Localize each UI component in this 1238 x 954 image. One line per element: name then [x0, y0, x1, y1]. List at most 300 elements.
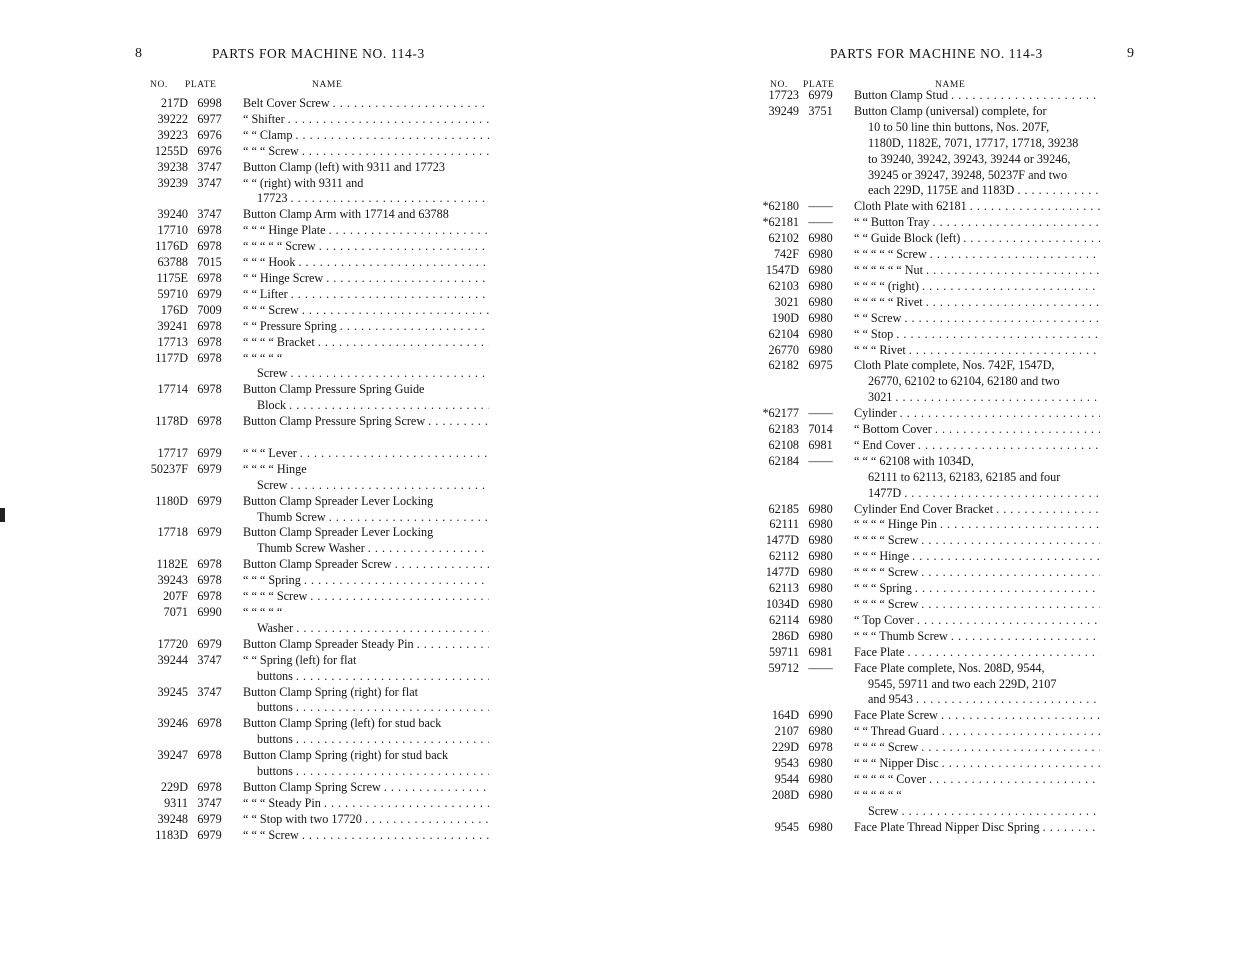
plate-number: 6980: [808, 549, 833, 564]
part-name-line: “ “ “ Nipper Disc: [854, 756, 939, 771]
part-name: [243, 382, 489, 414]
part-name: [854, 279, 1100, 295]
dot-leader: [940, 517, 1100, 533]
part-row: [138, 605, 489, 637]
part-number: 176D: [160, 302, 188, 317]
plate-number: 6979: [197, 636, 222, 651]
part-name: [243, 557, 489, 573]
part-row: [138, 144, 489, 160]
part-number: 7071: [163, 604, 188, 619]
part-number: 17714: [157, 382, 188, 397]
part-name-line: Button Clamp Spring (left) for stud back: [243, 716, 442, 731]
part-row: [749, 533, 1100, 549]
part-name-line: Belt Cover Screw: [243, 96, 330, 110]
plate-number: 6980: [808, 597, 833, 611]
part-number: 39238: [157, 159, 188, 174]
plate-number: 6980: [808, 533, 833, 548]
part-row: [138, 207, 489, 223]
part-row: [749, 104, 1100, 199]
part-name: [854, 247, 1100, 263]
part-number: 2107: [774, 724, 799, 739]
part-number: 62184: [768, 453, 799, 468]
part-name-line: 1477D: [868, 485, 902, 500]
part-name-line: 3021: [868, 390, 893, 405]
column-header-name: NAME: [312, 80, 343, 90]
plate-number: 6980: [808, 724, 833, 739]
part-name-line: Screw: [257, 366, 288, 381]
plate-number: 3747: [197, 207, 222, 222]
plate-number: 6980: [808, 278, 833, 293]
part-name: [243, 462, 489, 494]
plate-number: 6980: [808, 756, 833, 771]
column-header-plate: PLATE: [803, 80, 835, 90]
dot-leader: [326, 271, 489, 287]
part-name-line: “ “ “ Spring: [243, 573, 301, 588]
part-name-line: buttons: [257, 764, 293, 779]
part-name: [243, 828, 489, 844]
part-number: 39249: [768, 103, 799, 118]
part-name-line: “ “ Spring (left) for flat: [243, 652, 357, 667]
part-number: 17717: [157, 445, 188, 460]
part-row: [138, 239, 489, 255]
part-number: 59710: [157, 286, 188, 301]
part-number: 1477D: [765, 565, 799, 580]
part-name-line: “ “ “ Screw: [243, 143, 299, 158]
part-row: [138, 96, 489, 112]
part-name-line: Washer: [257, 620, 294, 635]
dot-leader: [930, 247, 1100, 263]
part-name: [243, 796, 489, 812]
part-name-line: “ “ Button Tray: [854, 215, 930, 230]
part-number: 62104: [768, 326, 799, 341]
part-number: 17718: [157, 525, 188, 540]
part-name-line: Button Clamp Spreader Steady Pin: [243, 636, 414, 651]
plate-number: 6975: [808, 358, 833, 373]
part-row: [138, 557, 489, 573]
part-name: [243, 160, 489, 176]
part-name: [243, 207, 489, 223]
part-row: [138, 223, 489, 239]
part-name: [243, 176, 489, 208]
dot-leader: [384, 780, 489, 796]
part-name-line: Face Plate complete, Nos. 208D, 9544,: [854, 660, 1045, 675]
plate-number: 7009: [197, 302, 222, 317]
plate-number: 6978: [808, 740, 833, 755]
part-row: [138, 128, 489, 144]
running-head: PARTS FOR MACHINE NO. 114-3: [830, 46, 1043, 61]
dot-leader: [921, 533, 1100, 549]
part-row: [138, 653, 489, 685]
part-name: [243, 812, 489, 828]
dot-leader: [300, 446, 489, 462]
plate-number: 6979: [197, 525, 222, 540]
plate-number: 6980: [808, 628, 833, 643]
dot-leader: [318, 335, 489, 351]
dot-leader: [918, 438, 1100, 454]
dot-leader: [915, 581, 1100, 597]
part-number: 207F: [162, 589, 188, 604]
part-row: [749, 438, 1100, 454]
plate-number: 6978: [197, 779, 222, 794]
dot-leader: [922, 279, 1100, 295]
part-name: [854, 788, 1100, 820]
part-number: 17710: [157, 223, 188, 238]
part-name-line: “ “ Hinge Screw: [243, 270, 324, 285]
part-name-line: Button Clamp Stud: [854, 88, 949, 102]
dot-leader: [951, 629, 1100, 645]
part-number: 17723: [768, 88, 799, 102]
part-row: [138, 828, 489, 844]
part-row: [749, 247, 1100, 263]
dot-leader: [904, 311, 1100, 327]
part-number: 1178D: [155, 414, 188, 429]
plate-number: 6981: [808, 644, 833, 659]
plate-number: 6980: [808, 517, 833, 532]
part-number: 39223: [157, 127, 188, 142]
dot-leader: [926, 263, 1100, 279]
plate-number: 6979: [197, 461, 222, 476]
part-name-line: “ “ “ Thumb Screw: [854, 628, 948, 643]
plate-number: 7015: [197, 255, 222, 270]
part-name: [854, 406, 1100, 422]
plate-number: 6980: [808, 819, 833, 834]
part-name: [854, 708, 1100, 724]
part-number: 39248: [157, 811, 188, 826]
plate-number: 3747: [197, 795, 222, 810]
dot-leader: [302, 303, 489, 319]
part-name-line: “ “ “ “ Bracket: [243, 334, 315, 349]
part-name: [854, 454, 1100, 502]
part-row: [749, 502, 1100, 518]
part-name-line: 10 to 50 line thin buttons, Nos. 207F,: [868, 119, 1050, 134]
part-row: [138, 414, 489, 430]
part-number: 286D: [771, 628, 799, 643]
part-row: [138, 287, 489, 303]
part-row: [749, 454, 1100, 502]
part-name-line: Face Plate: [854, 644, 905, 659]
part-name: [854, 549, 1100, 565]
part-number: 62114: [768, 612, 799, 627]
part-name-line: “ “ “ “ Hinge: [243, 461, 307, 476]
dot-leader: [900, 406, 1100, 422]
part-name-line: Face Plate Screw: [854, 708, 938, 723]
dot-leader: [289, 398, 489, 414]
dot-leader: [909, 343, 1100, 359]
dot-leader: [296, 764, 489, 780]
part-name: [854, 724, 1100, 740]
part-row: [749, 724, 1100, 740]
part-name: [243, 335, 489, 351]
part-name: [854, 358, 1100, 406]
part-row: [749, 215, 1100, 231]
part-name: [243, 112, 489, 128]
part-row: [749, 740, 1100, 756]
part-number: 39240: [157, 207, 188, 222]
part-name: [854, 88, 1100, 104]
dot-leader: [917, 613, 1100, 629]
part-name-line: buttons: [257, 700, 293, 715]
plate-number: 3747: [197, 652, 222, 667]
part-name: [243, 525, 489, 557]
part-number: 62108: [768, 437, 799, 452]
plate-number: 6978: [197, 748, 222, 763]
part-name: [854, 327, 1100, 343]
page-number: 9: [1127, 46, 1134, 61]
dot-leader: [290, 191, 489, 207]
part-row: [138, 351, 489, 383]
part-name-line: to 39240, 39242, 39243, 39244 or 39246,: [868, 151, 1071, 166]
part-number: 1177D: [155, 350, 188, 365]
part-name-line: “ Top Cover: [854, 612, 914, 627]
part-name-line: Button Clamp Spreader Lever Locking: [243, 525, 434, 540]
dot-leader: [921, 740, 1100, 756]
dot-leader: [324, 796, 489, 812]
part-name-line: “ “ “ “ “ Screw: [243, 239, 316, 254]
part-number: 742F: [773, 247, 799, 262]
part-row: [749, 772, 1100, 788]
dot-leader: [907, 645, 1100, 661]
part-name: [854, 756, 1100, 772]
scan-edge-mark: [0, 508, 5, 522]
part-number: 26770: [768, 342, 799, 357]
part-name: [854, 502, 1100, 518]
plate-number: 6977: [197, 111, 222, 126]
part-name-line: 39245 or 39247, 39248, 50237F and two: [868, 167, 1068, 182]
plate-number: 6990: [197, 604, 222, 619]
part-name: [243, 748, 489, 780]
running-head: PARTS FOR MACHINE NO. 114-3: [212, 46, 425, 61]
plate-number: 6980: [808, 262, 833, 277]
part-name-line: “ “ “ Screw: [243, 302, 299, 317]
part-name: [854, 438, 1100, 454]
part-row: [138, 112, 489, 128]
part-name-line: “ “ “ “ “: [243, 350, 283, 365]
dot-leader: [302, 144, 489, 160]
part-name-line: “ “ “ Hinge: [854, 549, 910, 564]
part-name-line: “ “ “ “ “ Cover: [854, 771, 927, 786]
part-name: [243, 414, 489, 430]
part-name-line: Button Clamp Spreader Lever Locking: [243, 493, 434, 508]
dot-leader: [935, 422, 1100, 438]
part-number: 9544: [774, 771, 799, 786]
part-row: [749, 708, 1100, 724]
part-name: [243, 319, 489, 335]
part-name-line: “ “ “ Screw: [243, 827, 299, 842]
part-name-line: “ “ “ “ Screw: [854, 565, 919, 580]
plate-number: 7014: [808, 422, 833, 437]
part-name-line: Button Clamp Pressure Spring Guide: [243, 382, 425, 397]
dot-leader: [904, 486, 1100, 502]
plate-number: 6980: [808, 326, 833, 341]
part-name-line: 1180D, 1182E, 7071, 17717, 17718, 39238: [868, 135, 1079, 150]
part-row: [138, 812, 489, 828]
dot-leader: [290, 366, 489, 382]
dot-leader: [296, 700, 489, 716]
part-number: 39247: [157, 748, 188, 763]
dot-leader: [291, 287, 489, 303]
plate-number: 6978: [197, 382, 222, 397]
part-number: 1477D: [765, 533, 799, 548]
part-row: [138, 525, 489, 557]
part-row: [749, 343, 1100, 359]
part-name: [854, 565, 1100, 581]
dot-leader: [951, 88, 1100, 104]
part-name-line: “ Bottom Cover: [854, 422, 932, 437]
dot-leader: [296, 669, 489, 685]
part-name: [243, 223, 489, 239]
part-number: 62111: [769, 517, 799, 532]
part-row: [749, 263, 1100, 279]
part-name-line: “ “ “ “ “ Rivet: [854, 294, 923, 309]
part-name-line: Cloth Plate with 62181: [854, 199, 967, 214]
plate-number: 6981: [808, 437, 833, 452]
part-name: [243, 239, 489, 255]
part-number: 1180D: [155, 493, 188, 508]
part-number: 1547D: [765, 262, 799, 277]
part-row: [749, 597, 1100, 613]
part-name-line: Cylinder End Cover Bracket: [854, 501, 994, 516]
part-name: [854, 740, 1100, 756]
dot-leader: [1017, 183, 1100, 199]
dot-leader: [395, 557, 489, 573]
part-name-line: “ “ “ 62108 with 1034D,: [854, 453, 974, 468]
part-number: 9545: [774, 819, 799, 834]
dot-leader: [926, 295, 1100, 311]
part-row: [138, 446, 489, 462]
part-name-line: 62111 to 62113, 62183, 62185 and four: [868, 469, 1061, 484]
part-name-line: “ “ Lifter: [243, 286, 288, 301]
part-row: [749, 565, 1100, 581]
part-name: [854, 613, 1100, 629]
part-name: [854, 199, 1100, 215]
part-name: [243, 255, 489, 271]
part-row: [749, 88, 1100, 104]
part-number: 1182E: [156, 557, 188, 572]
part-number: *62181: [762, 215, 799, 230]
plate-number: 6979: [197, 445, 222, 460]
part-name-line: Button Clamp (universal) complete, for: [854, 103, 1047, 118]
part-name: [243, 573, 489, 589]
dot-leader: [933, 215, 1101, 231]
part-name-line: “ “ “ Lever: [243, 445, 297, 460]
part-name-line: “ “ Stop: [854, 326, 894, 341]
part-name-line: “ “ “ “ “ “: [854, 787, 902, 802]
dot-leader: [942, 756, 1100, 772]
dot-leader: [929, 772, 1100, 788]
part-name-line: Button Clamp Spreader Screw: [243, 557, 392, 572]
part-row: [749, 756, 1100, 772]
part-row: [749, 517, 1100, 533]
dot-leader: [304, 573, 489, 589]
dot-leader: [921, 565, 1100, 581]
part-name: [854, 629, 1100, 645]
dot-leader: [333, 96, 489, 112]
dot-leader: [298, 255, 489, 271]
part-name: [854, 343, 1100, 359]
part-name-line: “ “ (right) with 9311 and: [243, 175, 364, 190]
dot-leader: [310, 589, 489, 605]
plate-number: 3747: [197, 684, 222, 699]
part-name-line: “ “ “ Rivet: [854, 342, 906, 357]
dot-leader: [296, 732, 489, 748]
part-name-line: Button Clamp Pressure Spring Screw: [243, 414, 426, 429]
plate-number: 6976: [197, 127, 222, 142]
part-row: [749, 279, 1100, 295]
part-row: [749, 358, 1100, 406]
plate-number: 6978: [197, 270, 222, 285]
plate-number: 6978: [197, 239, 222, 254]
part-row: [749, 613, 1100, 629]
part-name-line: each 229D, 1175E and 1183D: [868, 183, 1015, 198]
part-name: [243, 780, 489, 796]
part-number: 190D: [771, 310, 799, 325]
plate-number: 6978: [197, 334, 222, 349]
part-name: [243, 685, 489, 717]
plate-number: 6980: [808, 247, 833, 262]
plate-number: 6980: [808, 565, 833, 580]
part-name-line: 17723: [257, 191, 288, 206]
part-row: [749, 295, 1100, 311]
plate-number: 6980: [808, 294, 833, 309]
part-name: [243, 716, 489, 748]
part-name-line: “ “ Screw: [854, 310, 902, 325]
part-name: [854, 533, 1100, 549]
part-name: [243, 494, 489, 526]
plate-number: 6978: [197, 557, 222, 572]
part-name-line: 9545, 59711 and two each 229D, 2107: [868, 676, 1057, 691]
part-name-line: “ “ “ “ “: [243, 604, 283, 619]
plate-number: 6978: [197, 589, 222, 604]
part-number: 62185: [768, 501, 799, 516]
part-name: [854, 645, 1100, 661]
part-row: [138, 685, 489, 717]
part-name: [854, 422, 1100, 438]
plate-number: 6980: [808, 342, 833, 357]
plate-number: ——: [808, 453, 833, 468]
plate-number: 6979: [197, 811, 222, 826]
part-name-line: “ “ “ Steady Pin: [243, 795, 321, 810]
part-number: 1175E: [156, 270, 188, 285]
dot-leader: [296, 621, 489, 637]
part-row: [749, 661, 1100, 709]
parts-list: [749, 88, 1100, 836]
part-name: [854, 231, 1100, 247]
part-name-line: Cloth Plate complete, Nos. 742F, 1547D,: [854, 358, 1055, 373]
part-row: [138, 271, 489, 287]
part-name-line: “ “ “ Hinge Plate: [243, 223, 326, 238]
plate-number: 6978: [197, 414, 222, 429]
part-name: [243, 605, 489, 637]
part-name-line: “ “ “ Hook: [243, 255, 296, 270]
part-name-line: “ “ “ “ Hinge Pin: [854, 517, 937, 532]
dot-leader: [921, 597, 1100, 613]
dot-leader: [941, 708, 1100, 724]
part-name: [243, 653, 489, 685]
part-name-line: Button Clamp Arm with 17714 and 63788: [243, 207, 449, 222]
plate-number: 6979: [197, 286, 222, 301]
part-name-line: “ “ Pressure Spring: [243, 318, 337, 333]
dot-leader: [290, 478, 489, 494]
part-row: [749, 645, 1100, 661]
part-row: [138, 176, 489, 208]
part-number: 229D: [771, 740, 799, 755]
part-number: 17713: [157, 334, 188, 349]
part-name-line: “ “ “ “ Screw: [243, 589, 308, 604]
part-name-line: “ Shifter: [243, 111, 285, 126]
dot-leader: [916, 692, 1100, 708]
part-row: [749, 231, 1100, 247]
part-name-line: “ “ “ “ “ “ Nut: [854, 262, 924, 277]
